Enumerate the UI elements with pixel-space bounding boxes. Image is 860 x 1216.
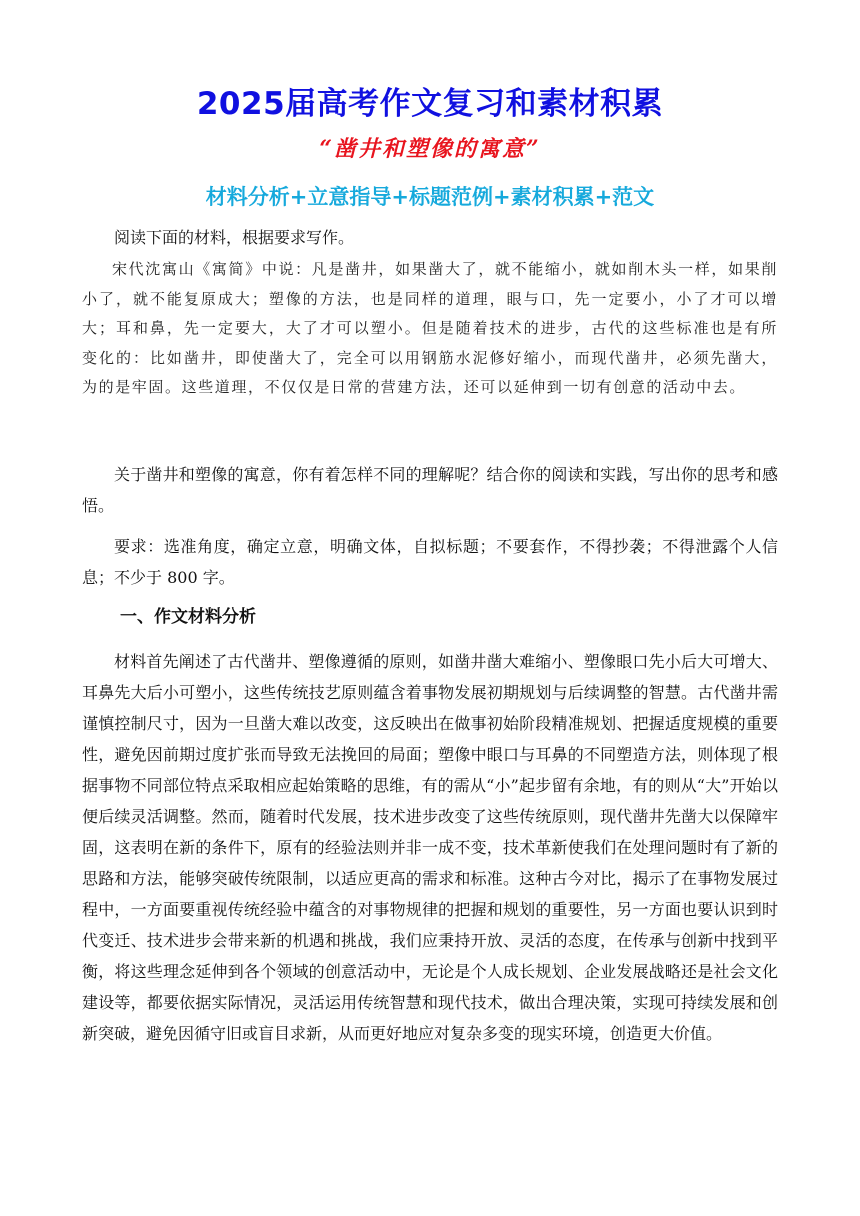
quote-paragraph: 宋代沈寓山《寓简》中说：凡是凿井，如果凿大了，就不能缩小，就如削木头一样，如果削小了，就不能复原成大；塑像的方法，也是同样的道理，眼与口，先一定要小，小了才可以增大；耳和鼻，先一定要大，大了才可以塑小。但是随着技术的进步，古代的这些标准也是有所变化的：比如凿井，即使凿大了，完全可以用钢筋水泥修好缩小，而现代凿井，必须先凿大，为的是牢固。这些道理，不仅仅是日常的营建方法，还可以延伸到一切有创意的活动中去。 (82, 260, 778, 396)
quote-block (82, 255, 778, 403)
requirements-block (82, 531, 778, 593)
document-tagline: 材料分析+立意指导+标题范例+素材积累+范文 (205, 185, 655, 209)
intro-paragraph: 阅读下面的材料，根据要求写作。 (114, 228, 355, 247)
prompt-paragraph: 关于凿井和塑像的寓意，你有着怎样不同的理解呢？结合你的阅读和实践，写出你的思考和感悟。 (82, 465, 778, 515)
intro-block (82, 222, 778, 253)
document-subtitle: “凿井和塑像的寓意” (319, 136, 541, 162)
analysis-block (82, 646, 778, 1049)
section-heading-material-analysis: 一、作文材料分析 (120, 607, 256, 627)
requirements-paragraph: 要求：选准角度，确定立意，明确文体，自拟标题；不要套作，不得抄袭；不得泄露个人信息；不少于 800 字。 (82, 537, 778, 587)
document-title: 2025届高考作文复习和素材积累 (196, 86, 664, 122)
prompt-block (82, 459, 778, 521)
analysis-paragraph: 材料首先阐述了古代凿井、塑像遵循的原则，如凿井凿大难缩小、塑像眼口先小后大可增大、耳鼻先大后小可塑小，这些传统技艺原则蕴含着事物发展初期规划与后续调整的智慧。古代凿井需谨慎控制尺寸，因为一旦凿大难以改变，这反映出在做事初始阶段精准规划、把握适度规模的重要性，避免因前期过度扩张而导致无法挽回的局面；塑像中眼口与耳鼻的不同塑造方法，则体现了根据事物不同部位特点采取相应起始策略的思维，有的需从“小”起步留有余地，有的则从“大”开始以便后续灵活调整。然而，随着时代发展，技术进步改变了这些传统原则，现代凿井先凿大以保障牢固，这表明在新的条件下，原有的经验法则并非一成不变，技术革新使我们在处理问题时有了新的思路和方法，能够突破传统限制，以适应更高的需求和标准。这种古今对比，揭示了在事物发展过程中，一方面要重视传统经验中蕴含的对事物规律的把握和规划的重要性，另一方面也要认识到时代变迁、技术进步会带来新的机遇和挑战，我们应秉持开放、灵活的态度，在传承与创新中找到平衡，将这些理念延伸到各个领域的创意活动中，无论是个人成长规划、企业发展战略还是社会文化建设等，都要依据实际情况，灵活运用传统智慧和现代技术，做出合理决策，实现可持续发展和创新突破，避免因循守旧或盲目求新，从而更好地应对复杂多变的现实环境，创造更大价值。 (82, 652, 778, 1043)
